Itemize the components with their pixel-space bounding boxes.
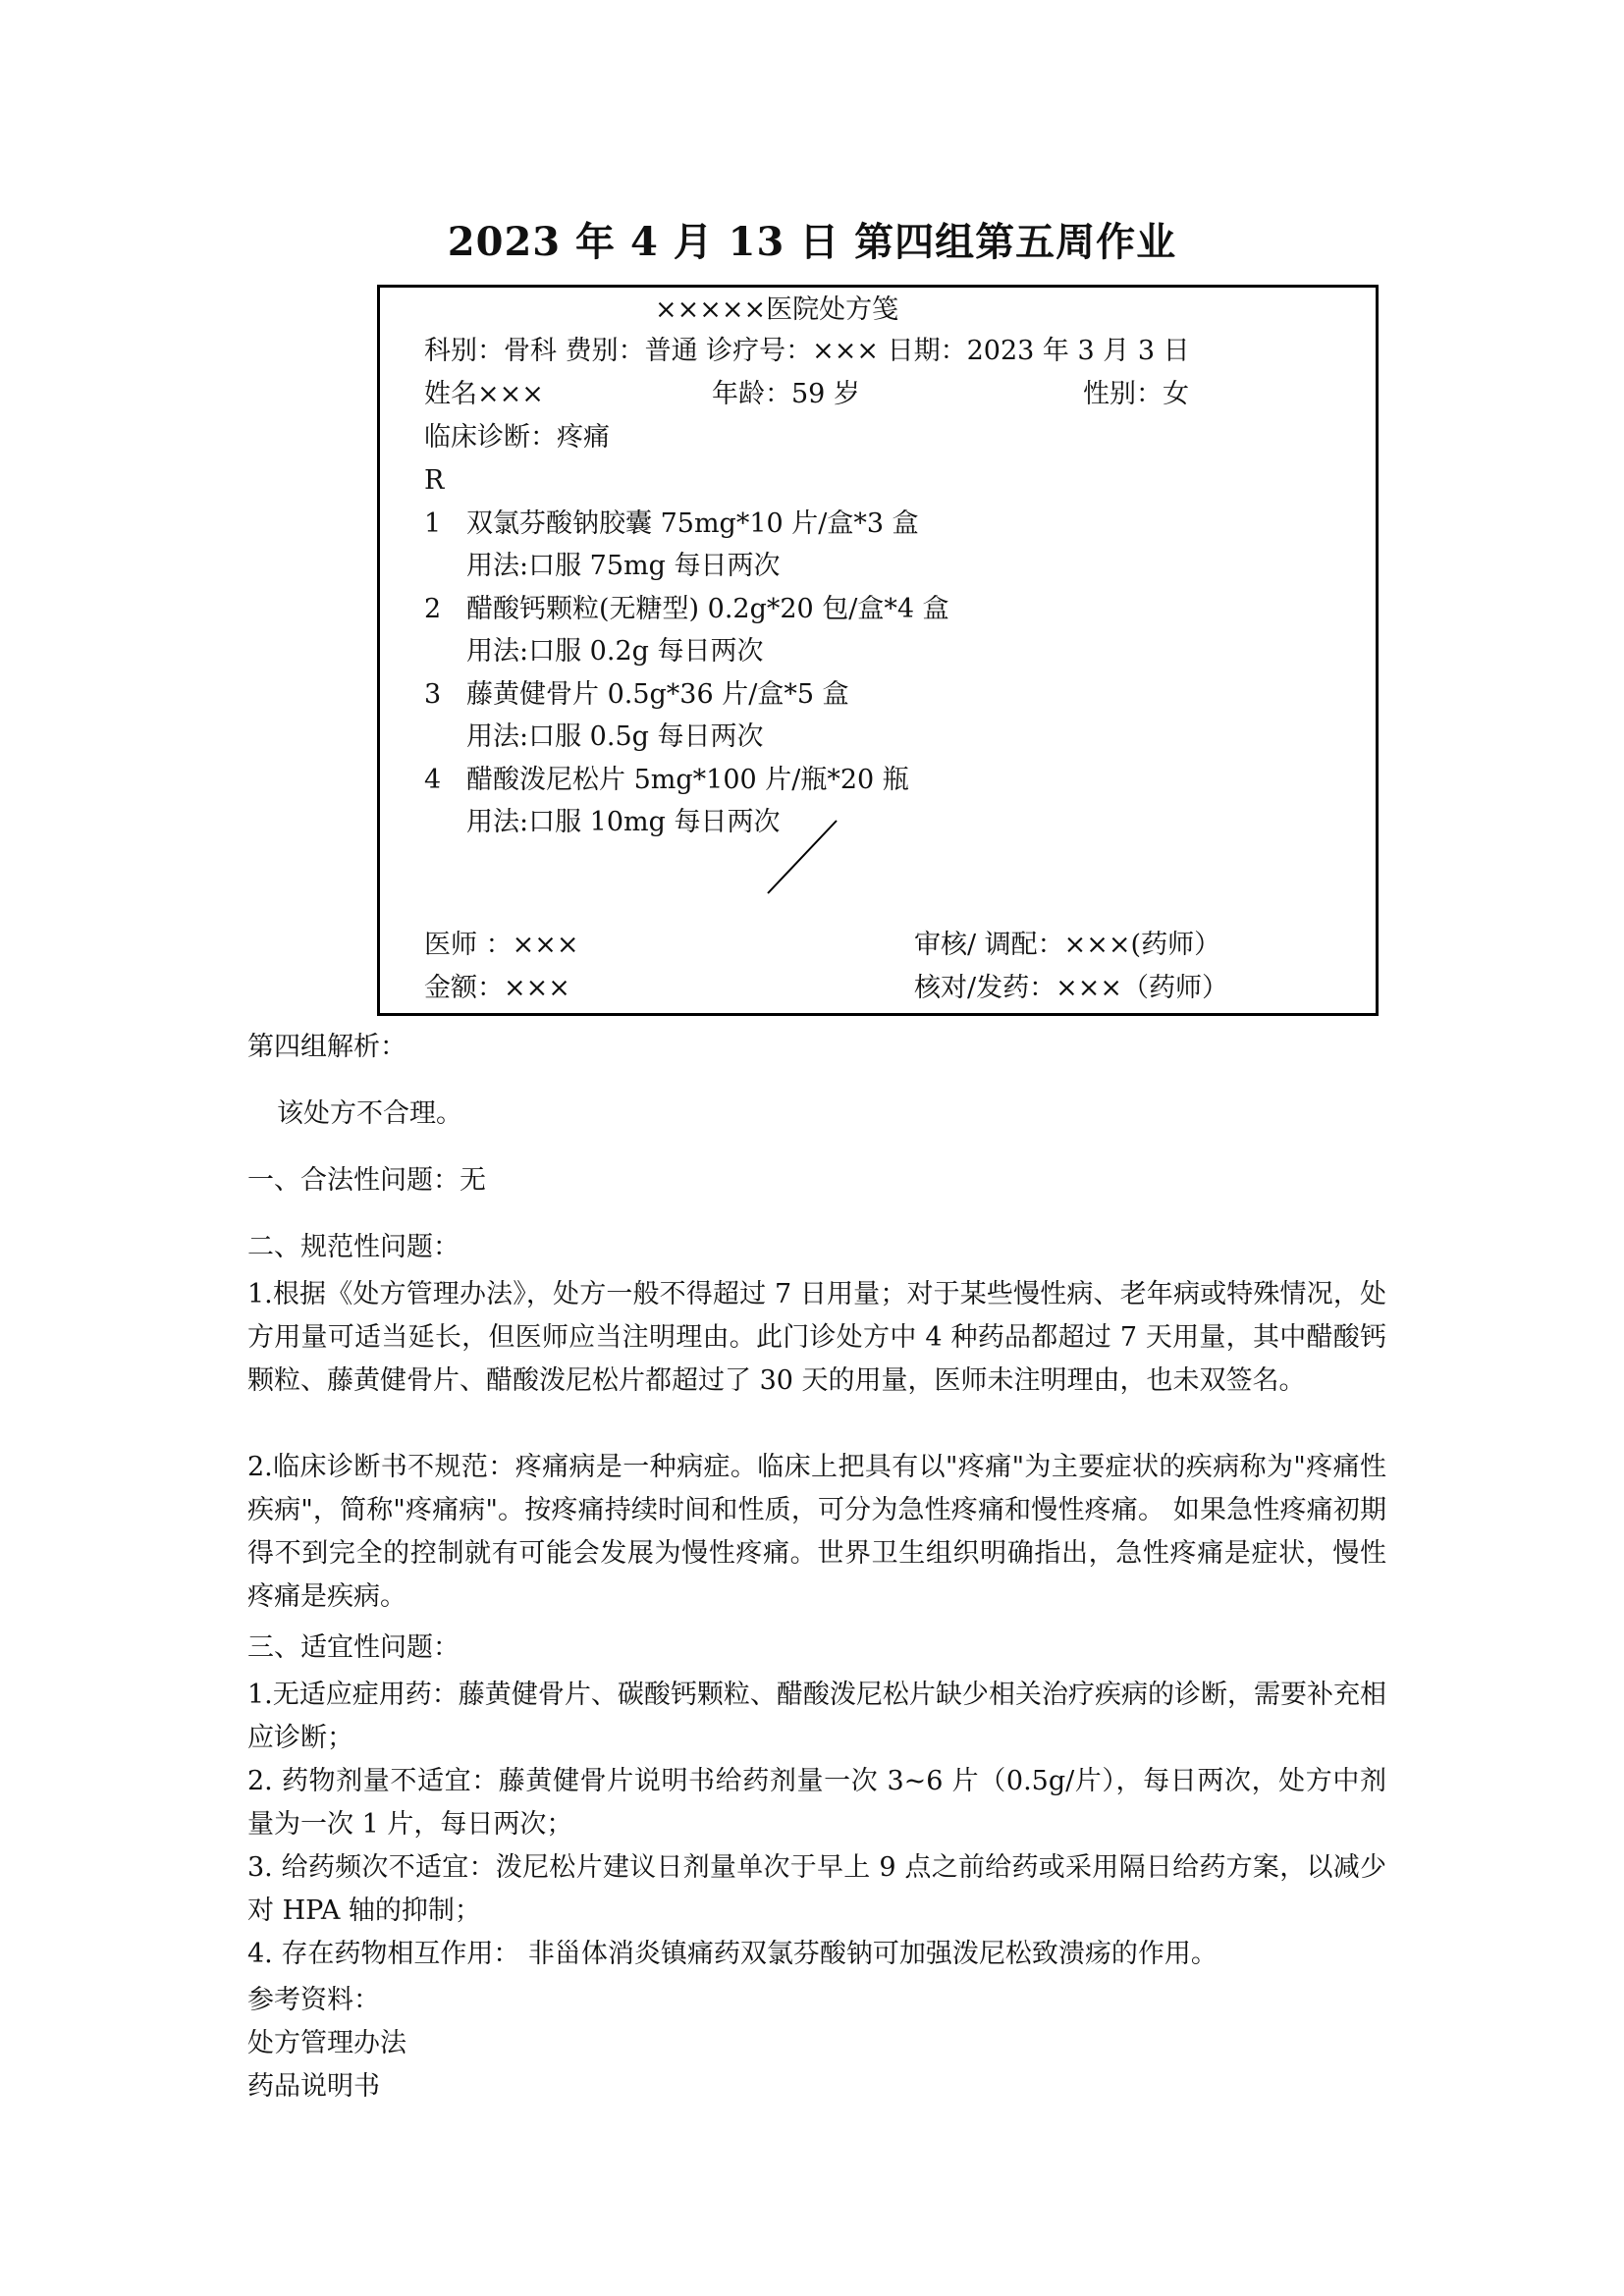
analysis-heading: 第四组解析：	[247, 1032, 406, 1062]
patient-gender: 性别：女	[1083, 379, 1189, 409]
drug-number: 2	[424, 594, 442, 624]
standard-point-1: 1.根据《处方管理办法》，处方一般不得超过 7 日用量；对于某些慢性病、老年病或特殊情况，处方用量可适当延长，但医师应当注明理由。此门诊处方中 4 种药品都超过 7 天用量，其中醋酸钙颗粒、藤黄健骨片、醋酸泼尼松片都超过了 30 天的用量，医师未注明理由，也未双签名。	[247, 1279, 1386, 1396]
drug-line: 醋酸泼尼松片 5mg*100 片/瓶*20 瓶	[466, 765, 909, 795]
drug-line: 双氯芬酸钠胶囊 75mg*10 片/盒*3 盒	[466, 508, 919, 539]
prescription-form	[377, 285, 1379, 1016]
clinical-diagnosis: 临床诊断：疼痛	[424, 422, 610, 453]
doctor-signature: 医师 ：×××	[424, 930, 579, 960]
prescription-header: ×××××医院处方笺	[655, 294, 899, 325]
analysis-conclusion: 该处方不合理。	[277, 1098, 462, 1129]
rx-symbol: R	[424, 465, 445, 496]
end-slash-mark	[763, 818, 841, 896]
appropriateness-point-2: 2. 药物剂量不适宜：藤黄健骨片说明书给药剂量一次 3~6 片（0.5g/片），每日两次，处方中剂量为一次 1 片，每日两次；	[247, 1766, 1386, 1840]
reference-item: 药品说明书	[247, 2071, 380, 2102]
references-heading: 参考资料：	[247, 1985, 380, 2015]
patient-name: 姓名×××	[424, 379, 544, 409]
appropriateness-point-3: 3. 给药频次不适宜：泼尼松片建议日剂量单次于早上 9 点之前给药或采用隔日给药方案，以减少对 HPA 轴的抑制；	[247, 1852, 1386, 1926]
section-standard: 二、规范性问题：	[247, 1232, 460, 1262]
drug-usage: 用法:口服 10mg 每日两次	[466, 807, 781, 837]
dispense-signature: 核对/发药：×××（药师）	[914, 973, 1228, 1003]
page-title: 2023 年 4 月 13 日 第四组第五周作业	[447, 219, 1177, 265]
standard-point-2: 2.临床诊断书不规范：疼痛病是一种病症。临床上把具有以"疼痛"为主要症状的疾病称为"疼痛性疾病"，简称"疼痛病"。按疼痛持续时间和性质，可分为急性疼痛和慢性疼痛。 如果急性疼痛初期得不到完全的控制就有可能会发展为慢性疼痛。世界卫生组织明确指出，急性疼痛是症状，慢性疼痛是疾病。	[247, 1452, 1386, 1612]
patient-age: 年龄：59 岁	[712, 379, 860, 409]
drug-usage: 用法:口服 75mg 每日两次	[466, 551, 781, 581]
drug-line: 醋酸钙颗粒(无糖型) 0.2g*20 包/盒*4 盒	[466, 594, 949, 624]
drug-usage: 用法:口服 0.2g 每日两次	[466, 636, 764, 667]
drug-line: 藤黄健骨片 0.5g*36 片/盒*5 盒	[466, 679, 849, 710]
drug-number: 3	[424, 679, 442, 710]
section-appropriateness: 三、适宜性问题：	[247, 1632, 460, 1663]
appropriateness-point-4: 4. 存在药物相互作用： 非甾体消炎镇痛药双氯芬酸钠可加强泼尼松致溃疡的作用。	[247, 1939, 1218, 1969]
drug-number: 1	[424, 508, 442, 539]
reference-item: 处方管理办法	[247, 2028, 406, 2058]
review-signature: 审核/ 调配：×××(药师）	[914, 930, 1221, 960]
appropriateness-point-1: 1.无适应症用药：藤黄健骨片、碳酸钙颗粒、醋酸泼尼松片缺少相关治疗疾病的诊断，需要补充相应诊断；	[247, 1680, 1386, 1753]
section-legality: 一、合法性问题：无	[247, 1165, 486, 1196]
drug-usage: 用法:口服 0.5g 每日两次	[466, 721, 764, 752]
amount: 金额：×××	[424, 973, 570, 1003]
prescription-info-row: 科别：骨科 费别：普通 诊疗号：××× 日期：2023 年 3 月 3 日	[424, 336, 1190, 366]
drug-number: 4	[424, 765, 442, 795]
